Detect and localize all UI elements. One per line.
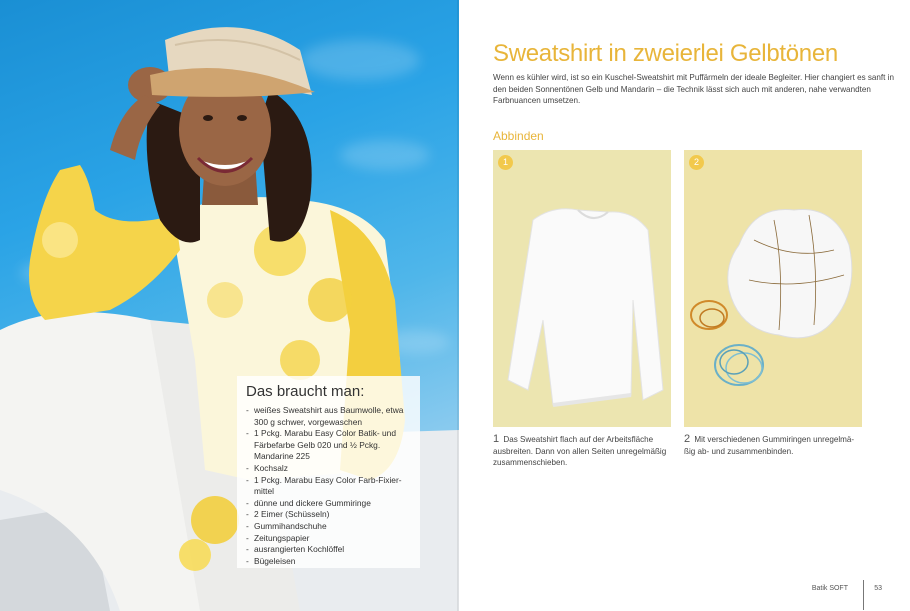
materials-item: - ausrangierten Kochlöffel (246, 544, 411, 556)
materials-title: Das braucht man: (246, 383, 365, 400)
footer-divider (863, 580, 864, 610)
section-heading: Abbinden (493, 129, 544, 143)
step-2-number: 2 (684, 433, 691, 445)
step-1-badge: 1 (498, 155, 513, 170)
step-2-badge: 2 (689, 155, 704, 170)
bundled-sweatshirt-image (684, 150, 862, 427)
materials-item: - 1 Pckg. Marabu Easy Color Batik- und Färbefarbe Gelb 020 und ½ Pckg. Mandarine 225 (246, 428, 411, 463)
step-2-caption (684, 434, 862, 457)
intro-text: Wenn es kühler wird, ist so ein Kuschel-Sweatshirt mit Puffärmeln der ideale Begleiter. Hier changiert es sanft in den beiden Sonnentönen Gelb und Mandarin – die Technik lässt sich auch mit anderen, nahe verwandten Farbnuancen umsetzen. (493, 73, 894, 105)
materials-item: - Gummihandschuhe (246, 521, 411, 533)
materials-box (237, 376, 420, 568)
step-1-number: 1 (493, 433, 500, 445)
materials-item: - dünne und dickere Gummiringe (246, 498, 411, 510)
page-footer (770, 580, 910, 610)
materials-item: - 1 Pckg. Marabu Easy Color Farb-Fixier-mittel (246, 475, 411, 498)
materials-item: - Bügeleisen (246, 556, 411, 568)
step-2-photo (684, 150, 862, 427)
flat-sweatshirt-image (493, 150, 671, 427)
step-1-caption (493, 434, 671, 469)
materials-item: - Zeitungspapier (246, 533, 411, 545)
page-title: Sweatshirt in zweierlei Gelbtönen (493, 40, 838, 67)
instructions-page (459, 0, 910, 611)
step-2-text: Mit verschiedenen Gummiringen unregelmä-ßig ab- und zusammenbinden. (684, 435, 855, 456)
page-number: 53 (874, 585, 882, 592)
materials-item: - Kochsalz (246, 463, 411, 475)
footer-book-title: Batik SOFT (811, 585, 848, 592)
step-1-text: Das Sweatshirt flach auf der Arbeitsfläche ausbreiten. Dann von allen Seiten unregelmäßig zusammenschieben. (493, 435, 667, 468)
step-1-photo (493, 150, 671, 427)
materials-list (246, 405, 411, 567)
materials-item: - weißes Sweatshirt aus Baumwolle, etwa 300 g schwer, vorgewaschen (246, 405, 411, 428)
materials-item: - 2 Eimer (Schüsseln) (246, 509, 411, 521)
